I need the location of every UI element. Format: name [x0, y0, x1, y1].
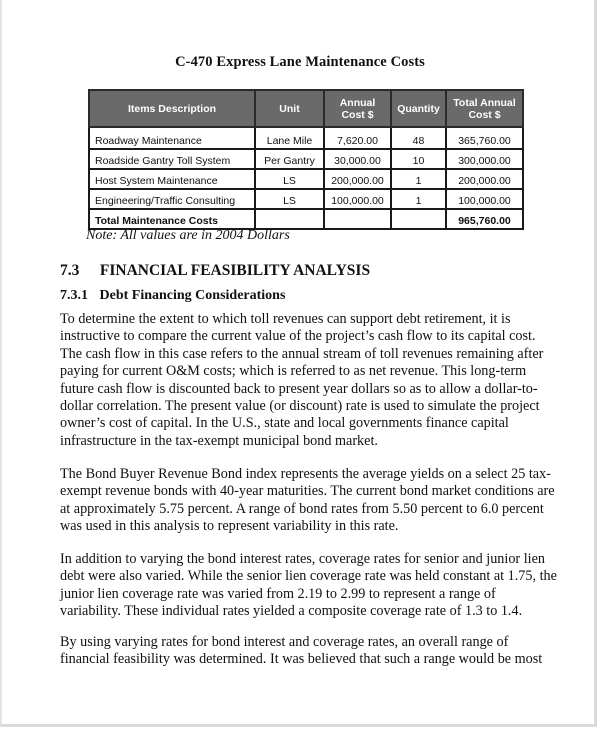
header-items-description: Items Description: [89, 90, 255, 127]
cell-description: Roadway Maintenance: [89, 127, 255, 149]
empty-cell: [255, 209, 324, 229]
cell-unit: Lane Mile: [255, 127, 324, 149]
cell-annual-cost: 100,000.00: [324, 189, 391, 209]
empty-cell: [391, 209, 446, 229]
section-title: FINANCIAL FEASIBILITY ANALYSIS: [99, 262, 371, 279]
cell-quantity: 10: [391, 149, 446, 169]
total-label: Total Maintenance Costs: [89, 209, 255, 229]
table-row: [89, 127, 523, 149]
table-row: [89, 149, 523, 169]
table-row: [89, 169, 523, 189]
paragraph-debt-retirement: To determine the extent to which toll revenues can support debt retirement, it is instructive to compare the current value of the project’s cash flow to its capital cost. The cash flow in this case refers to the annual stream of toll revenues remaining after paying for current O&M costs; which is referred to as net revenue. This long-term future cash flow is discounted back to present year dollars so as to allow a dollar-to-dollar correlation. The present value (or discount) rate is used to simulate the project owner’s cost of capital. In the U.S., state and local governments finance capital infrastructure in the tax-exempt municipal bond market.: [60, 311, 544, 449]
section-heading: [60, 262, 370, 280]
header-total-annual-cost: Total Annual Cost $: [446, 90, 523, 127]
table-note: Note: All values are in 2004 Dollars: [86, 228, 290, 243]
table-total-row: [89, 209, 523, 229]
cell-unit: LS: [255, 169, 324, 189]
header-unit: Unit: [255, 90, 324, 127]
cell-unit: Per Gantry: [255, 149, 324, 169]
cell-total: 100,000.00: [446, 189, 523, 209]
subsection-heading: [60, 288, 285, 304]
cell-total: 200,000.00: [446, 169, 523, 189]
table-header-row: [89, 90, 523, 127]
cell-unit: LS: [255, 189, 324, 209]
cell-annual-cost: 200,000.00: [324, 169, 391, 189]
cell-annual-cost: 7,620.00: [324, 127, 391, 149]
cell-quantity: 1: [391, 169, 446, 189]
cell-total: 365,760.00: [446, 127, 523, 149]
table-title: C-470 Express Lane Maintenance Costs: [175, 54, 425, 70]
cell-description: Engineering/Traffic Consulting: [89, 189, 255, 209]
subsection-title: Debt Financing Considerations: [99, 288, 286, 303]
header-annual-cost: Annual Cost $: [324, 90, 391, 127]
paragraph-coverage-rates: In addition to varying the bond interest rates, coverage rates for senior and junior lien debt were also varied. While the senior lien coverage rate was held constant at 1.75, the junior lien coverage rate was varied from 2.19 to 2.99 to represent a range of variability. These individual rates yielded a composite coverage rate of 1.3 to 1.4.: [60, 551, 557, 620]
cell-description: Host System Maintenance: [89, 169, 255, 189]
subsection-number: 7.3.1: [60, 288, 88, 303]
cell-quantity: 48: [391, 127, 446, 149]
cell-quantity: 1: [391, 189, 446, 209]
table-row: [89, 189, 523, 209]
cell-description: Roadside Gantry Toll System: [89, 149, 255, 169]
maintenance-costs-table: [88, 89, 524, 230]
header-quantity: Quantity: [391, 90, 446, 127]
paragraph-financial-feasibility: By using varying rates for bond interest and coverage rates, an overall range of financial feasibility was determined. It was believed that such a range would be most: [60, 634, 543, 668]
paragraph-bond-index: The Bond Buyer Revenue Bond index represents the average yields on a select 25 tax-exempt revenue bonds with 40-year maturities. The current bond market conditions are at approximately 5.75 percent. A range of bond rates from 5.50 percent to 6.0 percent was used in this analysis to represent variability in this rate.: [60, 466, 555, 535]
cell-annual-cost: 30,000.00: [324, 149, 391, 169]
section-number: 7.3: [60, 262, 80, 279]
cell-total: 300,000.00: [446, 149, 523, 169]
total-value: 965,760.00: [446, 209, 523, 229]
empty-cell: [324, 209, 391, 229]
